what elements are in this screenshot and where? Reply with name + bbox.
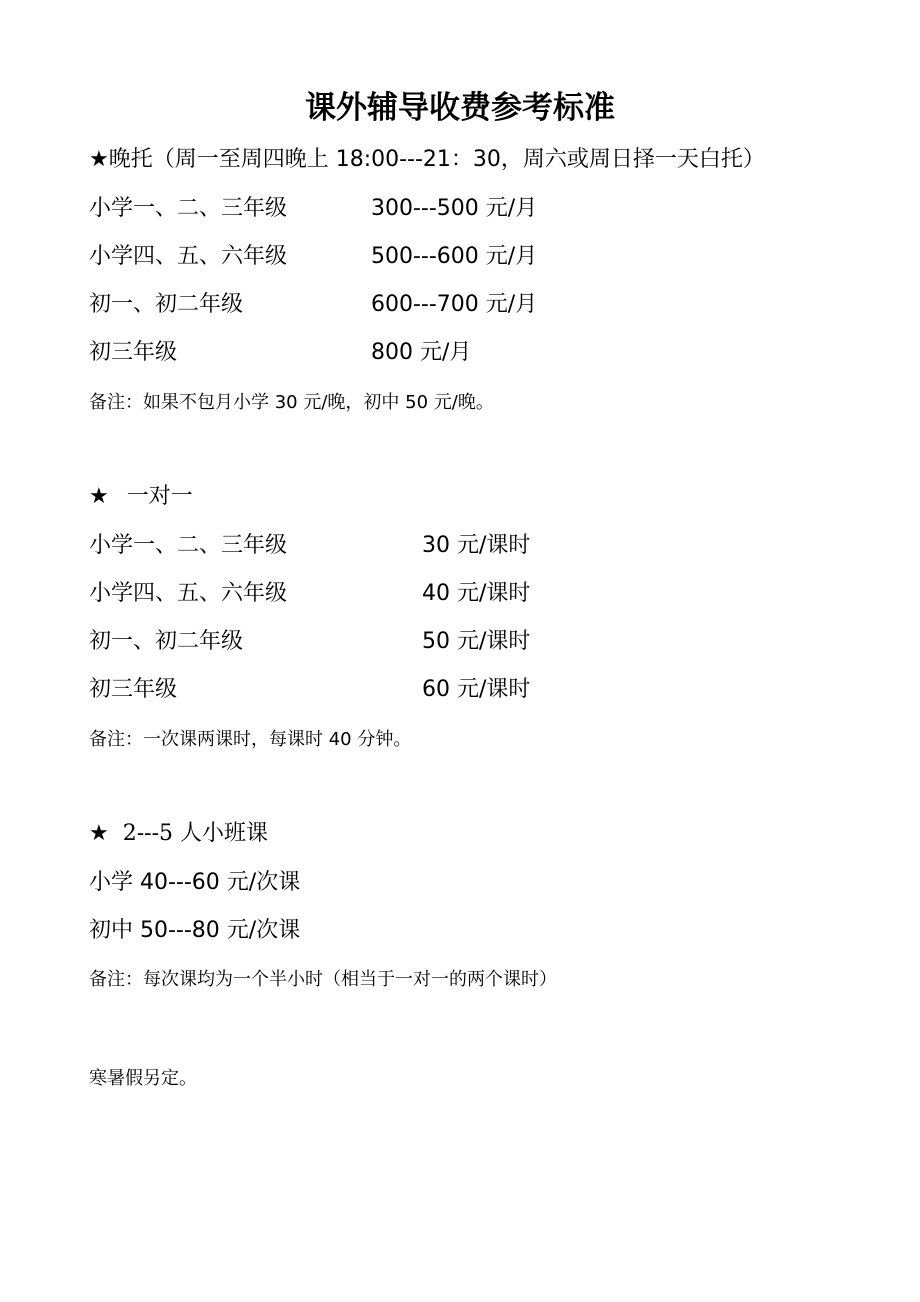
section-title: 一对一 xyxy=(126,484,193,509)
footer-note: 寒暑假另定。 xyxy=(89,1068,197,1089)
star-icon: ★ xyxy=(89,821,109,846)
one-on-one-header xyxy=(89,481,193,513)
price-label: 600---700 元/月 xyxy=(371,292,538,317)
evening-header: ★晚托（周一至周四晚上 18:00---21：30，周六或周日择一天白托） xyxy=(89,147,765,172)
small-class-note: 备注：每次课均为一个半小时（相当于一对一的两个课时） xyxy=(89,969,557,990)
one-on-one-row xyxy=(89,530,531,562)
section-title: 2---5 人小班课 xyxy=(122,821,269,846)
price-label: 500---600 元/月 xyxy=(371,244,538,269)
small-class-row: 初中 50---80 元/次课 xyxy=(89,918,301,943)
price-label: 30 元/课时 xyxy=(422,533,531,558)
grade-label: 小学一、二、三年级 xyxy=(89,196,288,221)
small-class-row: 小学 40---60 元/次课 xyxy=(89,870,301,895)
grade-label: 初三年级 xyxy=(89,677,178,702)
one-on-one-note: 备注：一次课两课时，每课时 40 分钟。 xyxy=(89,729,412,750)
evening-row xyxy=(89,289,538,321)
evening-row xyxy=(89,241,538,273)
price-label: 300---500 元/月 xyxy=(371,196,538,221)
grade-label: 初一、初二年级 xyxy=(89,629,244,654)
evening-row xyxy=(89,193,538,225)
price-label: 50 元/课时 xyxy=(422,629,531,654)
one-on-one-row xyxy=(89,578,531,610)
one-on-one-row xyxy=(89,626,531,658)
evening-row xyxy=(89,337,472,369)
grade-label: 小学一、二、三年级 xyxy=(89,533,288,558)
small-class-header xyxy=(89,818,268,850)
grade-label: 初三年级 xyxy=(89,340,178,365)
star-icon: ★ xyxy=(89,484,109,509)
grade-label: 小学四、五、六年级 xyxy=(89,244,288,269)
price-label: 40 元/课时 xyxy=(422,581,531,606)
price-label: 800 元/月 xyxy=(371,340,472,365)
evening-note: 备注：如果不包月小学 30 元/晚，初中 50 元/晚。 xyxy=(89,392,494,413)
one-on-one-row xyxy=(89,674,531,706)
grade-label: 初一、初二年级 xyxy=(89,292,244,317)
grade-label: 小学四、五、六年级 xyxy=(89,581,288,606)
document-title: 课外辅导收费参考标准 xyxy=(305,90,615,126)
price-label: 60 元/课时 xyxy=(422,677,531,702)
